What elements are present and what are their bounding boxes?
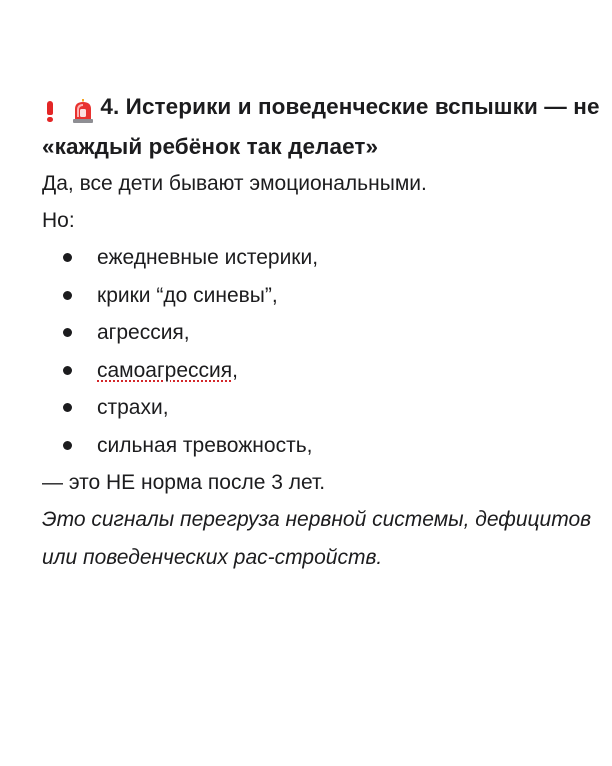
heading-icons — [42, 91, 94, 128]
exclamation-icon — [42, 100, 58, 122]
list-item — [42, 277, 602, 315]
bullet-icon — [63, 253, 72, 262]
list-item — [42, 314, 602, 352]
bullet-icon — [63, 366, 72, 375]
list-item-text: крики “до синевы”, — [97, 283, 278, 307]
intro-line: Да, все дети бывают эмоциональными. — [42, 172, 427, 195]
list-item — [42, 352, 602, 390]
bullet-icon — [63, 291, 72, 300]
list-item — [42, 239, 602, 277]
list-item-text: страхи, — [97, 396, 169, 419]
section-heading — [42, 88, 602, 165]
list-item — [42, 389, 602, 427]
bullet-icon — [63, 328, 72, 337]
list-item-text: агрессия, — [97, 321, 190, 344]
heading-text: 4. Истерики и поведенческие вспышки — не «каждый ребёнок так делает» — [42, 94, 600, 159]
siren-icon — [72, 99, 94, 123]
misspelled-word[interactable]: самоагрессия — [97, 358, 233, 382]
italic-note: Это сигналы перегруза нервной системы, дефицитов или поведенческих рас-стройств. — [42, 508, 592, 569]
list-item-text: ежедневные истерики, — [97, 246, 319, 269]
bullet-icon — [63, 441, 72, 450]
note-content — [42, 88, 602, 576]
bullet-icon — [63, 403, 72, 412]
intro-but: Но: — [42, 209, 75, 232]
list-item-suffix: , — [232, 358, 238, 382]
list-item-text: сильная тревожность, — [97, 433, 313, 457]
symptom-list — [42, 239, 602, 464]
conclusion-line: — это НЕ норма после 3 лет. — [42, 471, 326, 494]
list-item — [42, 427, 602, 465]
